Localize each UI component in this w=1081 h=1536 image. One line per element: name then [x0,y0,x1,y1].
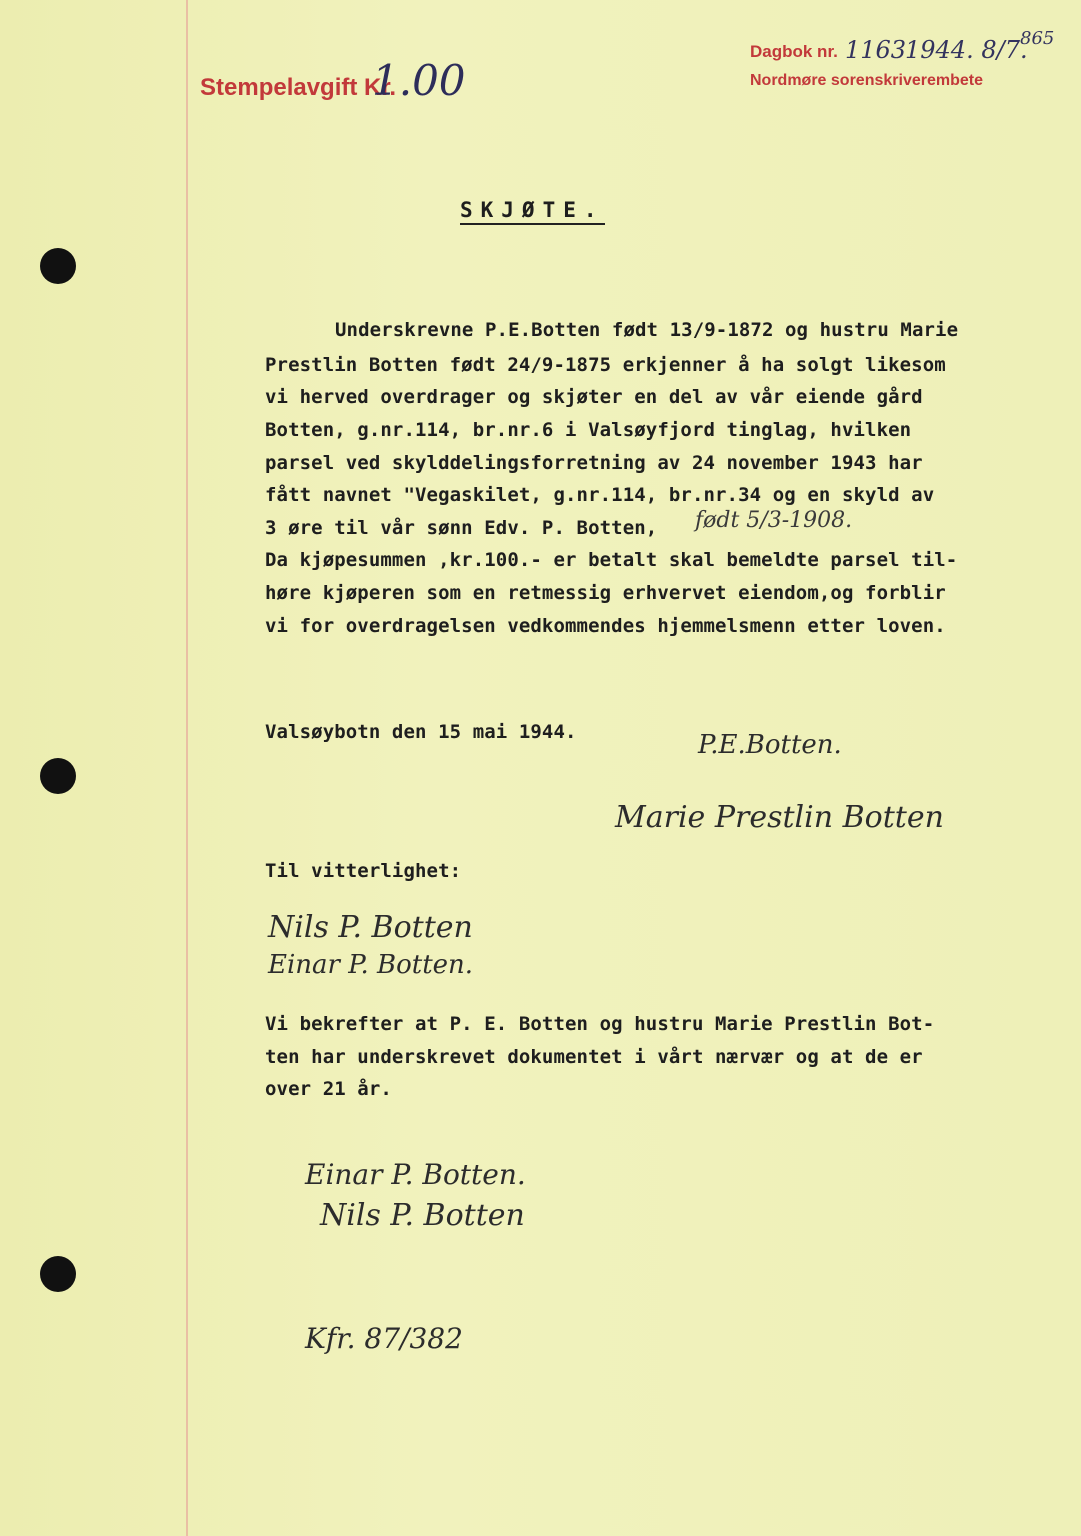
place-date: Valsøybotn den 15 mai 1944. [265,721,577,743]
punch-hole-middle [40,758,76,794]
office-stamp: Nordmøre sorenskriverembete [750,72,983,89]
body-line-8: Da kjøpesummen ,kr.100.- er betalt skal bemeldte parsel til- [265,549,958,571]
margin-line [186,0,188,1536]
body-line-6: fått navnet "Vegaskilet, g.nr.114, br.nr.34 og en skyld av [265,484,935,506]
signature-witness-2: Einar P. Botten. [268,950,474,980]
birth-date-handwritten: født 5/3-1908. [695,508,853,533]
journal-number: 1163 [845,36,907,64]
body-line-9: høre kjøperen som en retmessig erhvervet eiendom,og forblir [265,582,946,604]
body-line-10: vi for overdragelsen vedkommendes hjemmelsmenn etter loven. [265,615,946,637]
punch-hole-top [40,248,76,284]
page-number: 865 [1020,28,1055,49]
journal-year-date: 1944. 8/7. [905,36,1028,64]
stamp-duty-label: Stempelavgift Kr. [200,74,397,101]
body-line-2: Prestlin Botten født 24/9-1875 erkjenner å ha solgt likesom [265,354,946,376]
witness-heading: Til vitterlighet: [265,860,462,882]
document-title: SKJØTE. [460,198,605,225]
stamp-duty-amount: 1.00 [372,56,466,105]
punch-hole-bottom [40,1256,76,1292]
confirmation-line-1: Vi bekrefter at P. E. Botten og hustru Marie Prestlin Bot- [265,1013,935,1035]
journal-label: Dagbok nr. [750,42,838,61]
body-line-7: 3 øre til vår sønn Edv. P. Botten, [265,517,658,539]
confirm-signature-2: Nils P. Botten [320,1198,525,1233]
confirmation-line-3: over 21 år. [265,1078,392,1100]
signature-seller-1: P.E.Botten. [698,730,842,760]
body-line-1: Underskrevne P.E.Botten født 13/9-1872 og hustru Marie [335,319,959,341]
signature-witness-1: Nils P. Botten [268,910,473,945]
body-line-4: Botten, g.nr.114, br.nr.6 i Valsøyfjord tinglag, hvilken [265,419,912,441]
reference-note: Kfr. 87/382 [305,1322,463,1355]
confirm-signature-1: Einar P. Botten. [305,1158,526,1191]
confirmation-line-2: ten har underskrevet dokumentet i vårt nærvær og at de er [265,1046,923,1068]
body-line-5: parsel ved skylddelingsforretning av 24 november 1943 har [265,452,923,474]
signature-seller-2: Marie Prestlin Botten [615,800,944,835]
body-line-3: vi herved overdrager og skjøter en del av vår eiende gård [265,386,923,408]
